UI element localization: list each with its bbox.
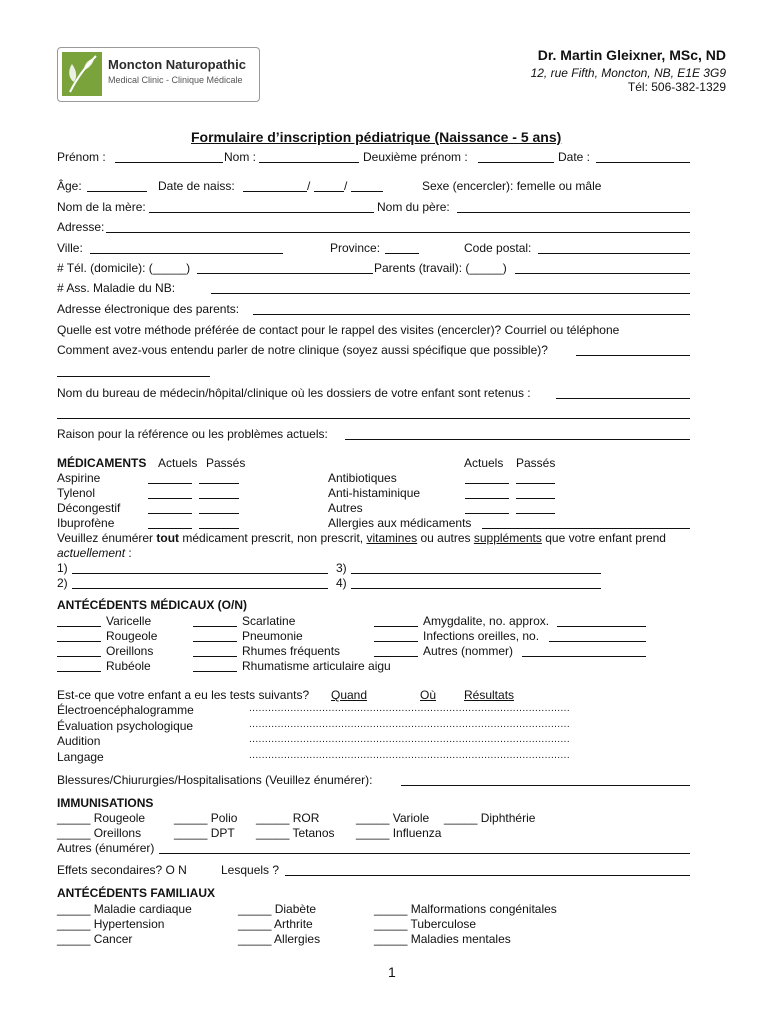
med-list-3[interactable] bbox=[351, 573, 601, 574]
oreillons-field[interactable] bbox=[57, 656, 101, 657]
fam-cancer[interactable]: _____ Cancer bbox=[57, 932, 133, 946]
immunisations-heading: IMMUNISATIONS bbox=[57, 796, 154, 810]
naiss-year-field[interactable] bbox=[351, 191, 383, 192]
page-number: 1 bbox=[388, 964, 396, 980]
imm-influenza[interactable]: _____ Influenza bbox=[356, 826, 442, 840]
autres-nommer-field[interactable] bbox=[374, 656, 418, 657]
med-num-1: 1) bbox=[57, 561, 68, 575]
fam-diabete[interactable]: _____ Diabète bbox=[238, 902, 317, 916]
entendu-field-2[interactable] bbox=[57, 376, 210, 377]
form-title: Formulaire d’inscription pédiatrique (Naissance - 5 ans) bbox=[191, 129, 562, 145]
varicelle-field[interactable] bbox=[57, 626, 101, 627]
antihistaminique-actuel[interactable] bbox=[465, 498, 509, 499]
ibuprofene-actuel[interactable] bbox=[148, 528, 192, 529]
amygdalite-field[interactable] bbox=[374, 626, 418, 627]
amygdalite-number[interactable] bbox=[557, 626, 646, 627]
scarlatine-label: Scarlatine bbox=[242, 614, 296, 628]
medical-history-heading: ANTÉCÉDENTS MÉDICAUX (O/N) bbox=[57, 598, 248, 612]
antibiotiques-passe[interactable] bbox=[516, 483, 555, 484]
amygdalite-label: Amygdalite, no. approx. bbox=[423, 614, 550, 628]
contact-question[interactable]: Quelle est votre méthode préférée de contact pour le rappel des visites (encercler)? Courriel ou téléphone bbox=[57, 323, 620, 337]
test-eeg: Électroencéphalogramme bbox=[57, 703, 194, 717]
nom-label: Nom : bbox=[224, 150, 257, 164]
autres-nommer-label: Autres (nommer) bbox=[423, 644, 514, 658]
pneumonie-label: Pneumonie bbox=[242, 629, 303, 643]
fam-hypertension[interactable]: _____ Hypertension bbox=[57, 917, 165, 931]
decongestif-passe[interactable] bbox=[199, 513, 239, 514]
tests-quand: Quand bbox=[331, 688, 368, 702]
imm-diphtherie[interactable]: _____ Diphthérie bbox=[444, 811, 536, 825]
test-eeg-dots[interactable]: ..................................................................................................... bbox=[249, 703, 571, 714]
nom-field[interactable] bbox=[259, 162, 359, 163]
logo-name: Moncton Naturopathic bbox=[108, 57, 246, 72]
raison-field[interactable] bbox=[345, 439, 690, 440]
leaf-icon bbox=[62, 52, 102, 96]
injuries-field[interactable] bbox=[401, 785, 690, 786]
meds-instruction: Veuillez énumérer tout médicament prescrit, non prescrit, vitamines ou autres suppléments que votre enfant prend bbox=[57, 531, 666, 545]
entendu-question: Comment avez-vous entendu parler de notre clinique (soyez aussi spécifique que possible)? bbox=[57, 343, 548, 357]
bureau-field[interactable] bbox=[556, 398, 690, 399]
adresse-label: Adresse: bbox=[57, 220, 105, 234]
test-psych: Évaluation psychologique bbox=[57, 719, 194, 733]
fam-allergies[interactable]: _____ Allergies bbox=[238, 932, 321, 946]
imm-polio[interactable]: _____ Polio bbox=[174, 811, 238, 825]
rubeole-field[interactable] bbox=[57, 671, 101, 672]
sexe-label[interactable]: Sexe (encercler): femelle ou mâle bbox=[422, 179, 602, 193]
parents-label: Parents (travail): (_____) bbox=[374, 261, 507, 275]
imm-dpt[interactable]: _____ DPT bbox=[174, 826, 235, 840]
tests-resultats: Résultats bbox=[464, 688, 515, 702]
ass-field[interactable] bbox=[211, 293, 690, 294]
lesquels-label: Lesquels ? bbox=[221, 863, 280, 877]
med-antihistaminique: Anti-histaminique bbox=[328, 486, 421, 500]
tel-field[interactable] bbox=[197, 273, 373, 274]
naiss-month-field[interactable] bbox=[314, 191, 344, 192]
imm-oreillons[interactable]: _____ Oreillons bbox=[57, 826, 142, 840]
varicelle-label: Varicelle bbox=[106, 614, 152, 628]
slash-1: / bbox=[307, 179, 311, 193]
tel-label: # Tél. (domicile): (_____) bbox=[57, 261, 191, 275]
clinic-phone: Tél: 506-382-1329 bbox=[627, 80, 726, 94]
effets-question[interactable]: Effets secondaires? O N bbox=[57, 863, 187, 877]
date-field[interactable] bbox=[596, 162, 690, 163]
tylenol-passe[interactable] bbox=[199, 498, 239, 499]
med-decongestif: Décongestif bbox=[57, 501, 121, 515]
naiss-label: Date de naiss: bbox=[158, 179, 235, 193]
meds-passes-left: Passés bbox=[206, 456, 246, 470]
med-antibiotiques: Antibiotiques bbox=[328, 471, 397, 485]
doctor-name: Dr. Martin Gleixner, MSc, ND bbox=[537, 47, 726, 63]
parents-field[interactable] bbox=[515, 273, 690, 274]
meds-actuels-left: Actuels bbox=[158, 456, 198, 470]
med-list-2[interactable] bbox=[72, 588, 328, 589]
scarlatine-field[interactable] bbox=[193, 626, 237, 627]
rougeole-field[interactable] bbox=[57, 641, 101, 642]
allergies-field[interactable] bbox=[482, 528, 690, 529]
rhumatisme-field[interactable] bbox=[193, 671, 237, 672]
meds-heading: MÉDICAMENTS bbox=[57, 456, 147, 470]
infections-label: Infections oreilles, no. bbox=[423, 629, 540, 643]
adresse-field[interactable] bbox=[106, 232, 690, 233]
clinic-logo bbox=[57, 47, 260, 102]
tests-question: Est-ce que votre enfant a eu les tests suivants? bbox=[57, 688, 310, 702]
province-label: Province: bbox=[330, 241, 381, 255]
med-tylenol: Tylenol bbox=[57, 486, 96, 500]
infections-field[interactable] bbox=[374, 641, 418, 642]
bureau-question: Nom du bureau de médecin/hôpital/clinique où les dossiers de votre enfant sont retenus : bbox=[57, 386, 531, 400]
med-num-3: 3) bbox=[336, 561, 347, 575]
rhumes-field[interactable] bbox=[193, 656, 237, 657]
pere-label: Nom du père: bbox=[377, 200, 450, 214]
med-autres: Autres bbox=[328, 501, 363, 515]
province-field[interactable] bbox=[385, 253, 419, 254]
logo-subtitle: Medical Clinic - Clinique Médicale bbox=[108, 75, 243, 85]
naiss-day-field[interactable] bbox=[243, 191, 307, 192]
prenom-label: Prénom : bbox=[57, 150, 106, 164]
family-heading: ANTÉCÉDENTS FAMILIAUX bbox=[57, 886, 216, 900]
rhumatisme-label: Rhumatisme articulaire aigu bbox=[242, 659, 391, 673]
deuxieme-label: Deuxième prénom : bbox=[363, 150, 468, 164]
ville-label: Ville: bbox=[57, 241, 83, 255]
fam-malformations[interactable]: _____ Malformations congénitales bbox=[374, 902, 557, 916]
email-field[interactable] bbox=[253, 314, 690, 315]
age-label: Âge: bbox=[57, 179, 82, 193]
tylenol-actuel[interactable] bbox=[148, 498, 192, 499]
raison-label: Raison pour la référence ou les problèmes actuels: bbox=[57, 427, 328, 441]
imm-rougeole[interactable]: _____ Rougeole bbox=[57, 811, 146, 825]
ibuprofene-passe[interactable] bbox=[199, 528, 239, 529]
age-field[interactable] bbox=[87, 191, 147, 192]
decongestif-actuel[interactable] bbox=[148, 513, 192, 514]
med-ibuprofene: Ibuprofène bbox=[57, 516, 115, 530]
med-list-4[interactable] bbox=[351, 588, 601, 589]
bureau-field-2[interactable] bbox=[57, 418, 690, 419]
email-label: Adresse électronique des parents: bbox=[57, 302, 240, 316]
antibiotiques-actuel[interactable] bbox=[465, 483, 509, 484]
fam-mentales[interactable]: _____ Maladies mentales bbox=[374, 932, 511, 946]
tests-ou: Où bbox=[420, 688, 437, 702]
meds-actuels-right: Actuels bbox=[464, 456, 504, 470]
slash-2: / bbox=[344, 179, 348, 193]
pneumonie-field[interactable] bbox=[193, 641, 237, 642]
test-langage: Langage bbox=[57, 750, 104, 764]
postal-label: Code postal: bbox=[464, 241, 532, 255]
ville-field[interactable] bbox=[90, 253, 283, 254]
med-num-2: 2) bbox=[57, 576, 68, 590]
mere-field[interactable] bbox=[149, 212, 374, 213]
prenom-field[interactable] bbox=[115, 162, 223, 163]
rubeole-label: Rubéole bbox=[106, 659, 151, 673]
rhumes-label: Rhumes fréquents bbox=[242, 644, 341, 658]
pere-field[interactable] bbox=[457, 212, 690, 213]
test-langage-dots[interactable]: ..................................................................................................... bbox=[249, 750, 571, 761]
infections-number[interactable] bbox=[549, 641, 646, 642]
rougeole-label: Rougeole bbox=[106, 629, 158, 643]
autres-passe[interactable] bbox=[516, 513, 555, 514]
fam-cardiaque[interactable]: _____ Maladie cardiaque bbox=[57, 902, 192, 916]
imm-autres-field[interactable] bbox=[159, 853, 690, 854]
autres-actuel[interactable] bbox=[465, 513, 509, 514]
test-audition-dots[interactable]: ..................................................................................................... bbox=[249, 734, 571, 745]
clinic-address: 12, rue Fifth, Moncton, NB, E1E 3G9 bbox=[530, 66, 726, 80]
deuxieme-field[interactable] bbox=[478, 162, 554, 163]
aspirine-passe[interactable] bbox=[199, 483, 239, 484]
imm-autres-label: Autres (énumérer) bbox=[57, 841, 155, 855]
med-num-4: 4) bbox=[336, 576, 347, 590]
antihistaminique-passe[interactable] bbox=[516, 498, 555, 499]
med-aspirine: Aspirine bbox=[57, 471, 101, 485]
fam-arthrite[interactable]: _____ Arthrite bbox=[238, 917, 313, 931]
oreillons-label: Oreillons bbox=[106, 644, 154, 658]
aspirine-actuel[interactable] bbox=[148, 483, 192, 484]
date-label: Date : bbox=[558, 150, 591, 164]
postal-field[interactable] bbox=[538, 253, 690, 254]
test-audition: Audition bbox=[57, 734, 101, 748]
imm-tetanos[interactable]: _____ Tetanos bbox=[256, 826, 335, 840]
entendu-field[interactable] bbox=[576, 355, 690, 356]
injuries-label: Blessures/Chiururgies/Hospitalisations (Veuillez énumérer): bbox=[57, 773, 373, 787]
meds-instruction-2: actuellement : bbox=[57, 546, 132, 560]
mere-label: Nom de la mère: bbox=[57, 200, 146, 214]
imm-variole[interactable]: _____ Variole bbox=[356, 811, 430, 825]
med-allergies: Allergies aux médicaments bbox=[328, 516, 472, 530]
test-psych-dots[interactable]: ..................................................................................................... bbox=[249, 719, 571, 730]
lesquels-field[interactable] bbox=[285, 875, 690, 876]
med-list-1[interactable] bbox=[72, 573, 328, 574]
ass-label: # Ass. Maladie du NB: bbox=[57, 281, 176, 295]
fam-tuberculose[interactable]: _____ Tuberculose bbox=[374, 917, 477, 931]
imm-ror[interactable]: _____ ROR bbox=[256, 811, 320, 825]
autres-nommer-text[interactable] bbox=[522, 656, 646, 657]
meds-passes-right: Passés bbox=[516, 456, 556, 470]
